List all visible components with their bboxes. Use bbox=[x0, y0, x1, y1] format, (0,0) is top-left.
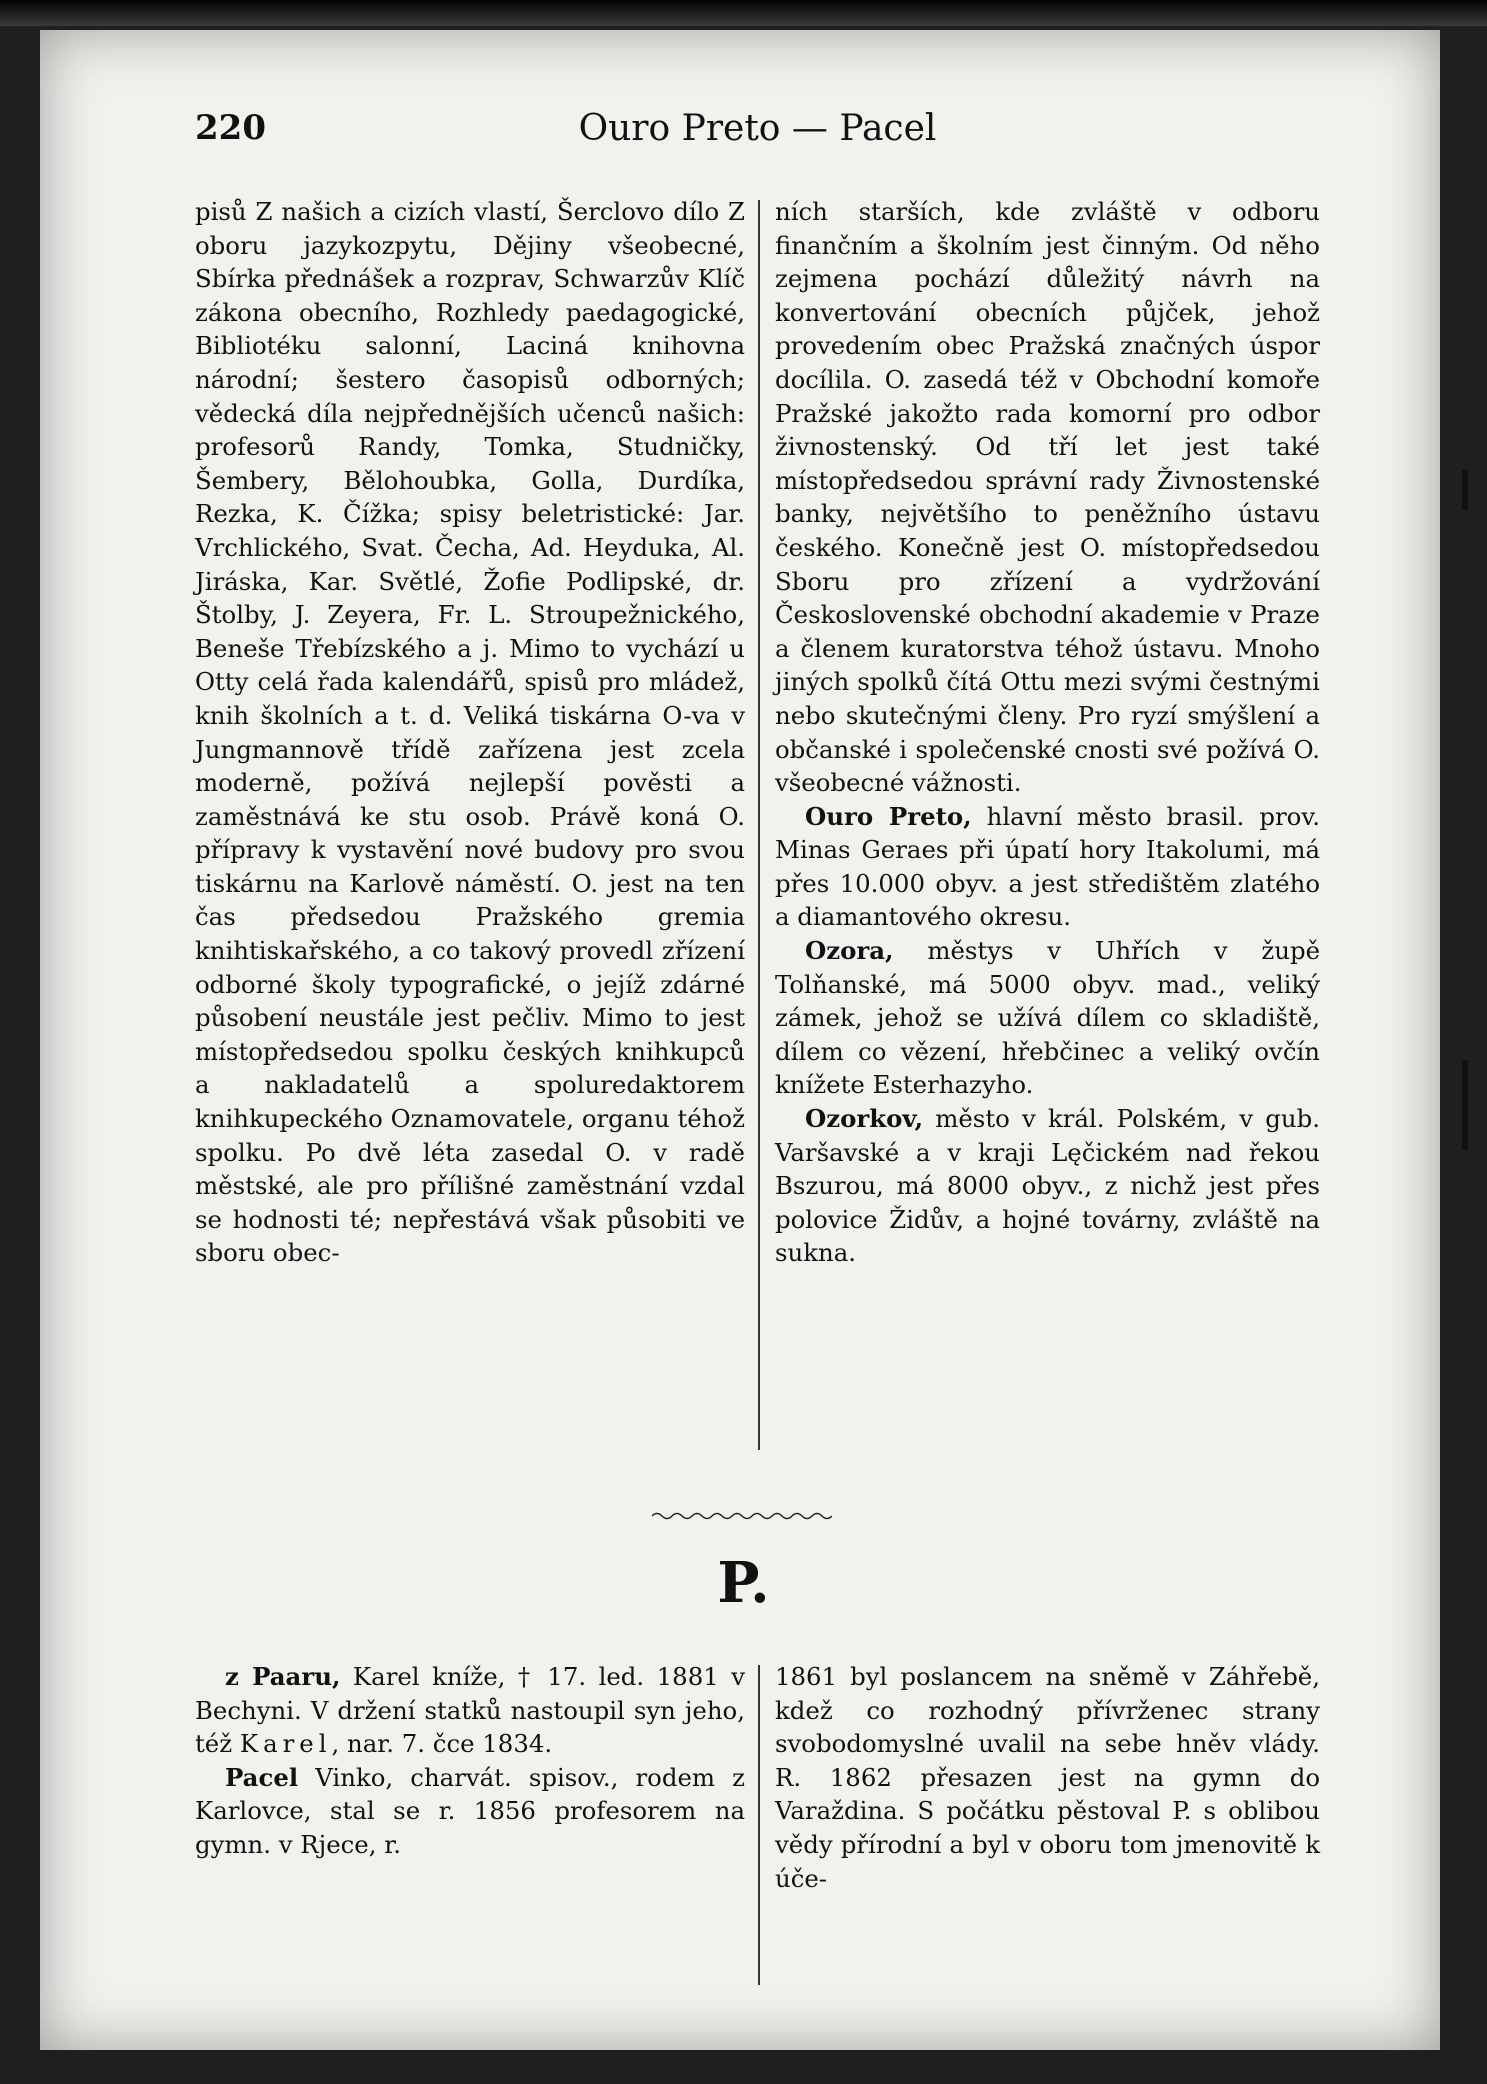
wavy-separator-ornament bbox=[652, 1510, 832, 1522]
page-edge-mark bbox=[1462, 1060, 1468, 1150]
entry-ouro-preto bbox=[775, 800, 1320, 934]
entry-pacel-text: Vinko, charvát. spisov., rodem z Karlovce, stal se r. 1856 profesorem na gymn. v Rjece, r. bbox=[195, 1762, 745, 1859]
entry-paar-text-2: , nar. 7. čce 1834. bbox=[331, 1729, 553, 1759]
entry-ozorkov-text: město v král. Polském, v gub. Varšavské a v kraji Lęčickém nad řekou Bszurou, má 8000 obyv., z nichž jest přes polovice Židův, a hojné továrny, zvláště na sukna. bbox=[775, 1104, 1320, 1268]
column-divider-bottom bbox=[758, 1665, 760, 1985]
headword-paar: z Paaru, bbox=[225, 1662, 341, 1691]
scan-dark-edge bbox=[0, 0, 1487, 26]
page-header bbox=[195, 108, 1320, 158]
left-column bbox=[195, 195, 745, 1270]
entry-ozora bbox=[775, 934, 1320, 1102]
page-edge-mark bbox=[1462, 470, 1468, 510]
headword-ouro-preto: Ouro Preto, bbox=[805, 801, 972, 831]
page-number: 220 bbox=[195, 108, 266, 148]
entry-paar bbox=[195, 1660, 745, 1761]
running-title: Ouro Preto — Pacel bbox=[578, 108, 937, 149]
headword-pacel: Pacel bbox=[225, 1762, 299, 1792]
entry-ozora-text: městys v Uhřích v župě Tolňanské, má 5000 obyv. mad., veliký zámek, jehož se užívá dílem co skladiště, dílem co vězení, hřebčinec a veliký ovčín knížete Esterhazyho. bbox=[775, 936, 1320, 1100]
headword-ozorkov: Ozorkov, bbox=[805, 1104, 924, 1134]
left-column-text: pisů Z našich a cizích vlastí, Šerclovo dílo Z oboru jazykozpytu, Dějiny všeobecné, Sbírka přednášek a rozprav, Schwarzův Klíč zákona obecního, Rozhledy paedagogické, Bibliotéku salonní, Laciná knihovna národní; šestero časopisů odborných; vědecká díla nejpřednějších učenců našich: profesorů Randy, Tomka, Studničky, Šembery, Bělohoubka, Golla, Durdíka, Rezka, K. Čížka; spisy beletristické: Jar. Vrchlického, Svat. Čecha, Ad. Heyduka, Al. Jiráska, Kar. Světlé, Žofie Podlipské, dr. Štolby, J. Zeyera, Fr. L. Stroupežnického, Beneše Třebízského a j. Mimo to vychází u Otty celá řada kalendářů, spisů pro mládež, knih školních a t. d. Veliká tiskárna O-va v Jungmannově třídě zařízena jest zcela moderně, požívá nejlepší pověsti a zaměstnává ke stu osob. Právě koná O. přípravy k vystavění nové budovy pro svou tiskárnu na Karlově náměstí. O. jest na ten čas předsedou Pražského gremia knihtiskařského, a co takový provedl zřízení odborné školy typografické, o jejíž zdárné působení neustále jest pečliv. Mimo to jest místopředsedou spolku českých knihkupců a nakladatelů a spoluredaktorem knihkupeckého Oznamovatele, organu téhož spolku. Po dvě léta zasedal O. v radě městské, ale pro přílišné zaměstnání vzdal se hodnosti té; nepřestává však působiti ve sboru obec- bbox=[195, 197, 745, 1268]
headword-ozora: Ozora, bbox=[805, 936, 894, 966]
right-column bbox=[775, 195, 1320, 1270]
pacel-entry-continuation: 1861 byl poslancem na sněmě v Záhřebě, kdež co rozhodný přívrženec strany svobodomyslné uvalil na sebe hněv vlády. R. 1862 přesazen jest na gymn do Varaždina. S počátku pěstoval P. s oblibou vědy přírodní a byl v oboru tom jmenovitě k úče- bbox=[775, 1662, 1320, 1893]
bottom-left-column bbox=[195, 1660, 745, 1862]
entry-ouro-preto-text: hlavní město brasil. prov. Minas Geraes při úpatí hory Itakolumi, má přes 10.000 obyv. a jest středištěm zlatého a diamantového okresu. bbox=[775, 801, 1320, 932]
bottom-right-column bbox=[775, 1660, 1320, 1895]
entry-pacel bbox=[195, 1761, 745, 1862]
column-divider bbox=[758, 200, 760, 1450]
section-letter: P. bbox=[717, 1550, 770, 1616]
entry-ozorkov bbox=[775, 1102, 1320, 1270]
entry-paar-text-1: Karel kníže, † 17. led. 1881 v Bechyni. V držení statků nastoupil syn jeho, též bbox=[195, 1662, 745, 1759]
otto-entry-continuation: ních starších, kde zvláště v odboru finančním a školním jest činným. Od něho zejmena pochází důležitý návrh na konvertování obecních půjček, jehož provedením obec Pražská značných úspor docílila. O. zasedá též v Obchodní komoře Pražské jakožto rada komorní pro odbor živnostenský. Od tří let jest také místopředsedou správní rady Živnostenské banky, největšího to peněžního ústavu českého. Konečně jest O. místopředsedou Sboru pro zřízení a vydržování Československé obchodní akademie v Praze a členem kuratorstva téhož ústavu. Mnoho jiných spolků čítá Ottu mezi svými čestnými nebo skutečnými členy. Pro ryzí smýšlení a občanské i společenské cnosti své požívá O. všeobecné vážnosti. bbox=[775, 197, 1320, 798]
entry-paar-spaced-name: Karel bbox=[239, 1729, 332, 1759]
